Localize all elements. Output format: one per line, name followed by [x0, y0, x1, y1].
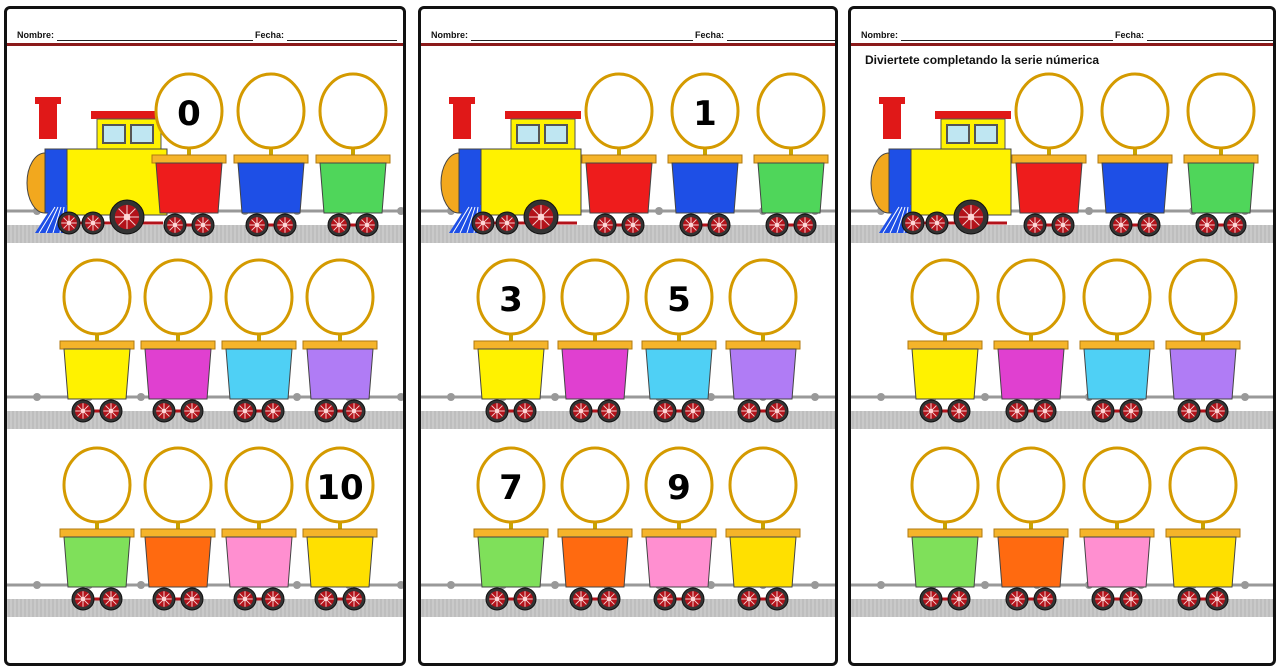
date-label: Fecha:	[255, 30, 285, 40]
car-body	[1170, 349, 1236, 399]
train-car	[222, 448, 296, 610]
worksheet-2	[418, 6, 838, 666]
wheel	[766, 588, 788, 610]
number-balloon	[912, 448, 978, 522]
train-car	[234, 74, 308, 236]
wheel	[274, 214, 296, 236]
boiler	[45, 149, 67, 213]
chimney	[39, 104, 57, 139]
number-balloon	[1102, 74, 1168, 148]
wheel	[514, 400, 536, 422]
number-balloon	[912, 260, 978, 334]
car-rim	[303, 529, 377, 537]
train-car	[994, 448, 1068, 610]
train-car	[1098, 74, 1172, 236]
train-car	[60, 448, 134, 610]
car-body	[145, 537, 211, 587]
car-rim	[558, 529, 632, 537]
car-rim	[726, 341, 800, 349]
car-rim	[994, 529, 1068, 537]
wheel	[1092, 588, 1114, 610]
car-rim	[303, 341, 377, 349]
train-car	[474, 260, 548, 422]
wheel	[496, 212, 518, 234]
date-label: Fecha:	[695, 30, 725, 40]
chimney-cap	[449, 97, 475, 104]
wheel	[1206, 588, 1228, 610]
car-rim	[1098, 155, 1172, 163]
wheel	[1206, 400, 1228, 422]
number-balloon	[758, 74, 824, 148]
wheel	[920, 400, 942, 422]
wheel	[902, 212, 924, 234]
boiler	[459, 149, 481, 213]
balloon-number: 10	[316, 468, 364, 508]
wheel	[343, 588, 365, 610]
train-car	[558, 448, 632, 610]
wheel	[1034, 588, 1056, 610]
wheel	[110, 200, 144, 234]
car-body	[586, 163, 652, 213]
car-rim	[754, 155, 828, 163]
car-body	[156, 163, 222, 213]
engine-front	[27, 153, 45, 213]
wheel	[570, 588, 592, 610]
wheel	[246, 214, 268, 236]
car-rim	[994, 341, 1068, 349]
car-rim	[60, 341, 134, 349]
wheel	[738, 588, 760, 610]
train-car	[316, 74, 390, 236]
number-balloon	[1084, 260, 1150, 334]
car-body	[730, 537, 796, 587]
car-body	[1102, 163, 1168, 213]
chimney	[453, 104, 471, 139]
train-car	[642, 260, 716, 422]
train-car	[474, 448, 548, 610]
wheel	[766, 400, 788, 422]
wheel	[72, 400, 94, 422]
car-body	[1188, 163, 1254, 213]
wheel	[738, 400, 760, 422]
balloon-number: 7	[499, 468, 523, 508]
car-body	[562, 537, 628, 587]
chimney-cap	[35, 97, 61, 104]
wheel	[100, 588, 122, 610]
car-body	[730, 349, 796, 399]
wheel	[58, 212, 80, 234]
car-rim	[1166, 529, 1240, 537]
cab-window	[131, 125, 153, 143]
wheel	[82, 212, 104, 234]
cab-window	[947, 125, 969, 143]
car-body	[226, 537, 292, 587]
number-balloon	[1016, 74, 1082, 148]
balloon-number: 9	[667, 468, 691, 508]
car-rim	[908, 529, 982, 537]
wheel	[72, 588, 94, 610]
train-car	[1080, 260, 1154, 422]
car-body	[912, 537, 978, 587]
car-rim	[1080, 529, 1154, 537]
wheel	[708, 214, 730, 236]
car-rim	[222, 341, 296, 349]
wheel	[164, 214, 186, 236]
train-car	[908, 448, 982, 610]
wheel	[153, 400, 175, 422]
car-rim	[152, 155, 226, 163]
number-balloon	[562, 448, 628, 522]
car-body	[998, 349, 1064, 399]
train-car	[152, 74, 226, 236]
train-car	[303, 448, 377, 610]
train-car	[754, 74, 828, 236]
car-rim	[1166, 341, 1240, 349]
wheel	[954, 200, 988, 234]
wheel	[234, 588, 256, 610]
train-car	[141, 260, 215, 422]
cab-window	[975, 125, 997, 143]
number-balloon	[238, 74, 304, 148]
wheel	[1006, 400, 1028, 422]
train-car	[558, 260, 632, 422]
locomotive	[441, 97, 581, 234]
balloon-number: 5	[667, 280, 691, 320]
car-body	[64, 349, 130, 399]
wheel	[766, 214, 788, 236]
wheel	[472, 212, 494, 234]
number-balloon	[998, 448, 1064, 522]
wheel	[315, 588, 337, 610]
wheel	[328, 214, 350, 236]
car-body	[307, 349, 373, 399]
train-car	[1080, 448, 1154, 610]
worksheet-3	[848, 6, 1276, 666]
wheel	[682, 588, 704, 610]
name-label: Nombre:	[17, 30, 55, 40]
instructions-subtitle: Diviertete completando la serie númerica	[865, 53, 1100, 67]
train-car	[303, 260, 377, 422]
car-rim	[668, 155, 742, 163]
car-body	[998, 537, 1064, 587]
train-car	[908, 260, 982, 422]
wheel	[1120, 400, 1142, 422]
car-rim	[234, 155, 308, 163]
car-body	[478, 349, 544, 399]
wheel	[622, 214, 644, 236]
car-body	[646, 537, 712, 587]
wheel	[1224, 214, 1246, 236]
train-car	[1166, 448, 1240, 610]
wheel	[948, 400, 970, 422]
wheel	[486, 400, 508, 422]
car-rim	[141, 529, 215, 537]
number-balloon	[998, 260, 1064, 334]
name-label: Nombre:	[861, 30, 899, 40]
balloon-number: 1	[693, 94, 717, 134]
wheel	[192, 214, 214, 236]
train-car	[582, 74, 656, 236]
worksheet-1	[4, 6, 406, 666]
cab-window	[517, 125, 539, 143]
car-rim	[582, 155, 656, 163]
car-body	[238, 163, 304, 213]
wheel	[1110, 214, 1132, 236]
car-body	[1084, 349, 1150, 399]
wheel	[1034, 400, 1056, 422]
wheel	[598, 400, 620, 422]
wheel	[1138, 214, 1160, 236]
wheel	[1120, 588, 1142, 610]
wheel	[100, 400, 122, 422]
wheel	[594, 214, 616, 236]
car-rim	[1012, 155, 1086, 163]
boiler	[889, 149, 911, 213]
car-rim	[726, 529, 800, 537]
wheel	[343, 400, 365, 422]
car-rim	[642, 529, 716, 537]
number-balloon	[226, 448, 292, 522]
chimney	[883, 104, 901, 139]
cab-roof	[505, 111, 581, 119]
wheel	[1052, 214, 1074, 236]
wheel	[514, 588, 536, 610]
wheel	[1006, 588, 1028, 610]
car-body	[307, 537, 373, 587]
date-label: Fecha:	[1115, 30, 1145, 40]
wheel	[654, 400, 676, 422]
car-rim	[1184, 155, 1258, 163]
train-car	[1184, 74, 1258, 236]
cab-window	[103, 125, 125, 143]
car-rim	[141, 341, 215, 349]
cab-roof	[935, 111, 1011, 119]
balloon-number: 3	[499, 280, 523, 320]
train-car	[642, 448, 716, 610]
number-balloon	[145, 448, 211, 522]
wheel	[356, 214, 378, 236]
number-balloon	[730, 448, 796, 522]
train-car	[1012, 74, 1086, 236]
car-body	[912, 349, 978, 399]
wheel	[1178, 588, 1200, 610]
number-balloon	[1084, 448, 1150, 522]
wheel	[920, 588, 942, 610]
car-rim	[1080, 341, 1154, 349]
wheel	[1178, 400, 1200, 422]
car-body	[145, 349, 211, 399]
number-balloon	[1188, 74, 1254, 148]
wheel	[654, 588, 676, 610]
name-label: Nombre:	[431, 30, 469, 40]
car-rim	[558, 341, 632, 349]
car-rim	[642, 341, 716, 349]
wheel	[1092, 400, 1114, 422]
train-car	[994, 260, 1068, 422]
number-balloon	[586, 74, 652, 148]
number-balloon	[320, 74, 386, 148]
engine-front	[871, 153, 889, 213]
wheel	[315, 400, 337, 422]
wheel	[598, 588, 620, 610]
chimney-cap	[879, 97, 905, 104]
car-body	[320, 163, 386, 213]
wheel	[948, 588, 970, 610]
wheel	[262, 588, 284, 610]
car-body	[64, 537, 130, 587]
car-rim	[316, 155, 390, 163]
wheel	[926, 212, 948, 234]
train-car	[726, 448, 800, 610]
car-body	[478, 537, 544, 587]
train-scene	[7, 9, 406, 666]
train-scene	[851, 9, 1276, 666]
train-car	[1166, 260, 1240, 422]
car-rim	[222, 529, 296, 537]
train-car	[141, 448, 215, 610]
car-body	[1084, 537, 1150, 587]
wheel	[524, 200, 558, 234]
train-car	[726, 260, 800, 422]
car-body	[646, 349, 712, 399]
car-body	[1170, 537, 1236, 587]
train-scene	[421, 9, 838, 666]
wheel	[234, 400, 256, 422]
wheel	[181, 400, 203, 422]
car-rim	[908, 341, 982, 349]
number-balloon	[562, 260, 628, 334]
wheel	[486, 588, 508, 610]
wheel	[153, 588, 175, 610]
cab-window	[545, 125, 567, 143]
wheel	[682, 400, 704, 422]
car-rim	[474, 341, 548, 349]
number-balloon	[730, 260, 796, 334]
wheel	[1024, 214, 1046, 236]
balloon-number: 0	[177, 94, 201, 134]
car-body	[758, 163, 824, 213]
number-balloon	[1170, 448, 1236, 522]
wheel	[570, 400, 592, 422]
locomotive	[871, 97, 1011, 234]
number-balloon	[307, 260, 373, 334]
wheel	[1196, 214, 1218, 236]
number-balloon	[226, 260, 292, 334]
car-rim	[60, 529, 134, 537]
wheel	[181, 588, 203, 610]
wheel	[680, 214, 702, 236]
car-body	[562, 349, 628, 399]
train-car	[222, 260, 296, 422]
number-balloon	[1170, 260, 1236, 334]
engine-front	[441, 153, 459, 213]
number-balloon	[145, 260, 211, 334]
car-body	[1016, 163, 1082, 213]
wheel	[262, 400, 284, 422]
wheel	[794, 214, 816, 236]
train-car	[668, 74, 742, 236]
car-body	[672, 163, 738, 213]
locomotive	[27, 97, 167, 234]
car-rim	[474, 529, 548, 537]
car-body	[226, 349, 292, 399]
train-car	[60, 260, 134, 422]
number-balloon	[64, 448, 130, 522]
number-balloon	[64, 260, 130, 334]
